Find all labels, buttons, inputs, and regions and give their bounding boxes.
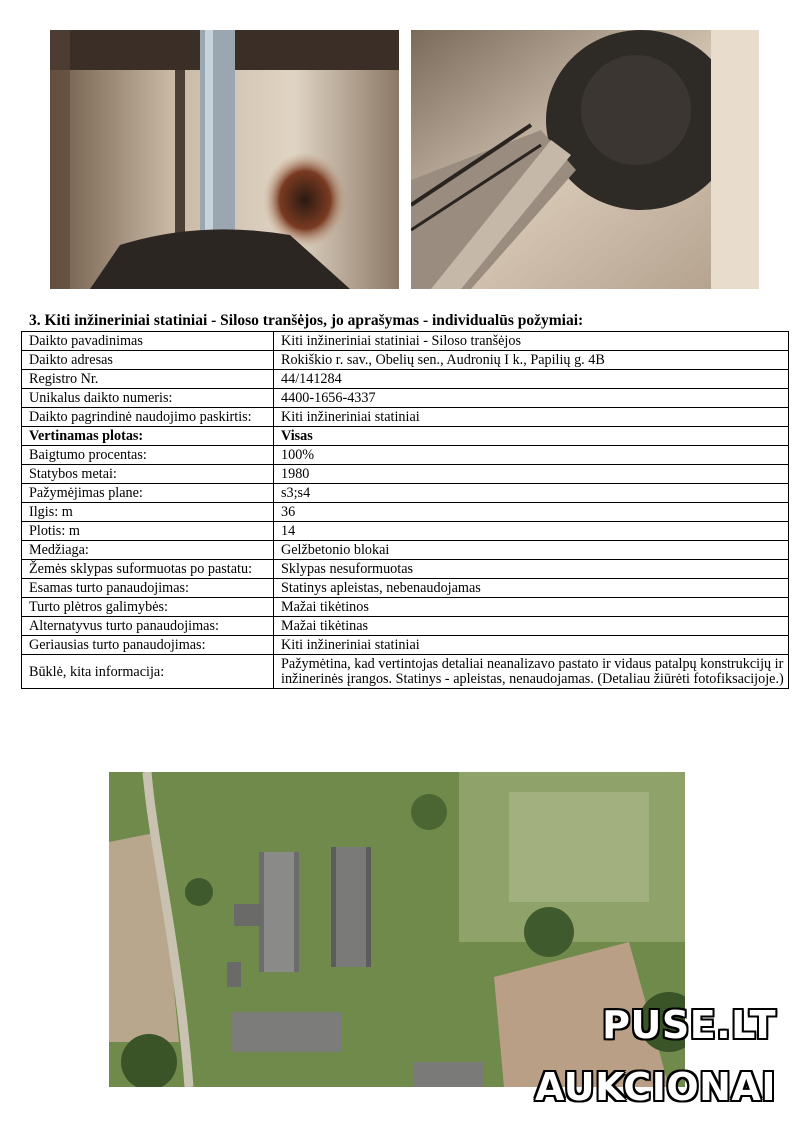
row-label: Esamas turto panaudojimas:	[22, 579, 274, 598]
table-row	[22, 484, 789, 503]
row-value: Statinys apleistas, nebenaudojamas	[274, 579, 789, 598]
table-row	[22, 389, 789, 408]
row-value: 36	[274, 503, 789, 522]
table-row	[22, 541, 789, 560]
aerial-site-photo	[109, 772, 685, 1087]
row-label: Ilgis: m	[22, 503, 274, 522]
row-value: 100%	[274, 446, 789, 465]
row-label: Vertinamas plotas:	[22, 427, 274, 446]
row-value: Sklypas nesuformuotas	[274, 560, 789, 579]
row-value: Kiti inžineriniai statiniai - Siloso tranšėjos	[274, 332, 789, 351]
row-label: Medžiaga:	[22, 541, 274, 560]
row-label: Plotis: m	[22, 522, 274, 541]
row-label: Alternatyvus turto panaudojimas:	[22, 617, 274, 636]
table-row	[22, 446, 789, 465]
watermark-line-1: PUSE.LT	[602, 1003, 776, 1047]
row-value: Kiti inžineriniai statiniai	[274, 408, 789, 427]
row-label: Būklė, kita informacija:	[22, 655, 274, 689]
table-row	[22, 560, 789, 579]
table-row	[22, 351, 789, 370]
row-label: Geriausias turto panaudojimas:	[22, 636, 274, 655]
table-row	[22, 617, 789, 636]
row-value: Visas	[274, 427, 789, 446]
row-value: 14	[274, 522, 789, 541]
table-row	[22, 465, 789, 484]
row-label: Daikto adresas	[22, 351, 274, 370]
row-label: Turto plėtros galimybės:	[22, 598, 274, 617]
table-row	[22, 370, 789, 389]
row-value: Gelžbetonio blokai	[274, 541, 789, 560]
row-label: Žemės sklypas suformuotas po pastatu:	[22, 560, 274, 579]
table-row	[22, 408, 789, 427]
row-label: Daikto pagrindinė naudojimo paskirtis:	[22, 408, 274, 427]
watermark-line-2: AUKCIONAI	[534, 1065, 776, 1109]
row-label: Pažymėjimas plane:	[22, 484, 274, 503]
table-row	[22, 503, 789, 522]
table-row	[22, 579, 789, 598]
property-details-table	[21, 331, 789, 689]
table-row	[22, 598, 789, 617]
row-value: Mažai tikėtinas	[274, 617, 789, 636]
silo-interior-photo-left	[50, 30, 399, 289]
row-value: Kiti inžineriniai statiniai	[274, 636, 789, 655]
table-row	[22, 332, 789, 351]
row-label: Registro Nr.	[22, 370, 274, 389]
row-value: 44/141284	[274, 370, 789, 389]
table-row	[22, 636, 789, 655]
row-value: 1980	[274, 465, 789, 484]
table-row	[22, 427, 789, 446]
section-title: 3. Kiti inžineriniai statiniai - Siloso tranšėjos, jo aprašymas - individualūs požymiai:	[29, 312, 584, 329]
row-value: 4400-1656-4337	[274, 389, 789, 408]
table-row	[22, 522, 789, 541]
row-value: Mažai tikėtinos	[274, 598, 789, 617]
row-label: Daikto pavadinimas	[22, 332, 274, 351]
row-label: Statybos metai:	[22, 465, 274, 484]
row-label: Baigtumo procentas:	[22, 446, 274, 465]
row-value: Rokiškio r. sav., Obelių sen., Audronių I k., Papilių g. 4B	[274, 351, 789, 370]
row-label: Unikalus daikto numeris:	[22, 389, 274, 408]
row-value: Pažymėtina, kad vertintojas detaliai neanalizavo pastato ir vidaus patalpų konstrukcijų ir inžinerinės įrangos. Statinys - apleistas, nenaudojamas. (Detaliau žiūrėti fotofiksacijoje.)	[274, 655, 789, 689]
table-row	[22, 655, 789, 689]
row-value: s3;s4	[274, 484, 789, 503]
silo-interior-photo-right	[411, 30, 759, 289]
